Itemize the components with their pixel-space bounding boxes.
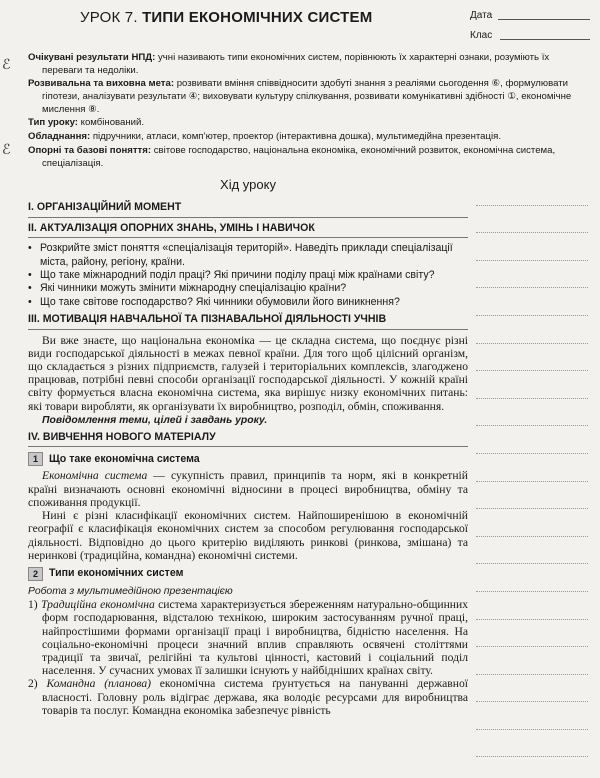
subsection-title: Типи економічних систем xyxy=(49,567,184,580)
class-field xyxy=(470,30,590,41)
results-label: Очікувані результати НПД: xyxy=(28,52,156,63)
subsection-number: 2 xyxy=(28,567,43,581)
lesson-body xyxy=(28,178,468,717)
classification-paragraph: Нині є різні класифікації економічних систем. Найпоширенішою в економічній географії є класифікація економічних систем за способом регулювання господарської діяльності. Відповідно до цього критерію виділяють ринкові (ринкова, змішана) та неринкові (традиційна, командна) економічні системи. xyxy=(28,509,468,562)
lesson-title xyxy=(80,9,372,26)
type-label: Тип уроку: xyxy=(28,117,78,129)
concepts-text: світове господарство, національна економіка, економічний розвиток, економічна система, спеціалізація. xyxy=(42,144,556,169)
class-rule xyxy=(500,39,590,40)
section-heading: I. ОРГАНІЗАЦІЙНИЙ МОМЕНТ xyxy=(28,201,468,217)
subsection-title: Що таке економічна система xyxy=(49,452,200,465)
goal-text: розвивати вміння співвідносити здобуті знання з реаліями сьогодення ⑥, формулювати гіпотези, аналізувати результати ④; виховувати культуру спілкування, розвивати комунікативні здібності ①, економічне мислення ⑧. xyxy=(42,78,572,115)
goal-label: Розвивальна та виховна мета: xyxy=(28,78,175,90)
motivation-paragraph: Ви вже знаєте, що національна економіка — це складна система, що поєднує різні види господарської діяльності в межах певної країни. Для того щоб цілісний організм, що складається з різних підприємств, галузей і територіальних комплексів, злагоджено працював, потрібні певні способи організації господарської діяльності. У кожній країні світу формується власна економічна система, яка вирішує низку економічних питань: які товари виробляти, як організувати їх виробництво, розподіл, обмін, споживання. xyxy=(28,333,468,413)
section-heading: III. МОТИВАЦІЯ НАВЧАЛЬНОЇ ТА ПІЗНАВАЛЬНОЇ ДІЯЛЬНОСТІ УЧНІВ xyxy=(28,313,468,329)
announce-text: Повідомлення теми, цілей і завдань уроку. xyxy=(42,414,268,426)
date-field xyxy=(470,10,590,21)
subsection-heading xyxy=(28,567,468,581)
definition-paragraph xyxy=(28,469,468,509)
date-rule xyxy=(498,19,590,20)
item-text: система характеризується збереженням натурально-общинних форм господарювання, відсталою технікою, широким застосуванням ручної праці, найпростішими формами організації праці і виробництва, бідністю населення. На соціально-економічні процеси значний вплив справляють освячені століттями традиції та звичаї, релігійні та культові цінності, кастовий і соціальний поділ населення. У сучасних умовах її залишки існують у найбідніших країнах світу. xyxy=(42,598,468,678)
type-text: комбінований. xyxy=(78,117,145,129)
presentation-paragraph xyxy=(28,584,468,598)
date-label: Дата xyxy=(470,10,493,21)
margin-note-lines xyxy=(476,178,588,778)
section-heading: II. АКТУАЛІЗАЦІЯ ОПОРНИХ ЗНАНЬ, УМІНЬ І НАВИЧОК xyxy=(28,222,468,238)
results-paragraph xyxy=(28,52,578,77)
subsection-heading xyxy=(28,452,468,466)
equipment-label: Обладнання: xyxy=(28,131,91,143)
class-label: Клас xyxy=(470,30,493,41)
type-paragraph xyxy=(28,117,578,130)
list-item xyxy=(28,677,468,717)
margin-squiggle-icon: ℰ xyxy=(2,56,11,72)
definition-text: — сукупність правил, принципів та норм, які в конкретній країні визначають основні економічні відносини в процесі виробництва, обміну та споживання продукції. xyxy=(28,469,468,509)
results-text: учні називають типи економічних систем, порівнюють їх характерні ознаки, розуміють їх переваги та недоліки. xyxy=(42,52,550,76)
item-term: Традиційна економічна xyxy=(40,598,155,612)
concepts-paragraph xyxy=(28,145,578,170)
list-item: • Які чинники можуть змінити міжнародну спеціалізацію країни? xyxy=(28,282,468,295)
course-heading: Хід уроку xyxy=(220,177,276,192)
list-item: • Що таке світове господарство? Які чинники обумовили його виникнення? xyxy=(28,296,468,309)
item-number: 1) xyxy=(28,598,38,612)
equipment-text: підручники, атласи, комп’ютер, проектор (інтерактивна дошка), мультимедійна презентація. xyxy=(90,131,501,143)
presentation-text: Робота з мультимедійною презентацією xyxy=(28,585,233,597)
list-item: • Що таке міжнародний поділ праці? Які причини поділу праці між країнами світу? xyxy=(28,269,468,282)
subsection-number: 1 xyxy=(28,452,43,466)
goal-paragraph xyxy=(28,78,578,116)
equipment-paragraph xyxy=(28,131,578,144)
item-term: Командна (планова) xyxy=(46,677,152,691)
list-item xyxy=(28,598,468,677)
item-text: економічна система ґрунтується на пануванні державної власності. Головну роль відіграє держава, яка володіє ресурсами для виробництва товарів та послуг. Командна економіка забезпечує рівність xyxy=(42,677,468,717)
lesson-name: ТИПИ ЕКОНОМІЧНИХ СИСТЕМ xyxy=(142,9,373,26)
announce-paragraph xyxy=(28,413,468,427)
item-number: 2) xyxy=(28,677,38,691)
lesson-prefix: УРОК 7. xyxy=(80,9,138,26)
lesson-intro xyxy=(28,52,578,171)
definition-term: Економічна система xyxy=(42,469,148,483)
concepts-label: Опорні та базові поняття: xyxy=(28,144,152,156)
list-item: • Розкрийте зміст поняття «спеціалізація територій». Наведіть приклади спеціалізації міста, району, регіону, країни. xyxy=(28,242,468,269)
margin-squiggle-icon: ℰ xyxy=(2,141,11,157)
section-heading: IV. ВИВЧЕННЯ НОВОГО МАТЕРІАЛУ xyxy=(28,431,468,447)
